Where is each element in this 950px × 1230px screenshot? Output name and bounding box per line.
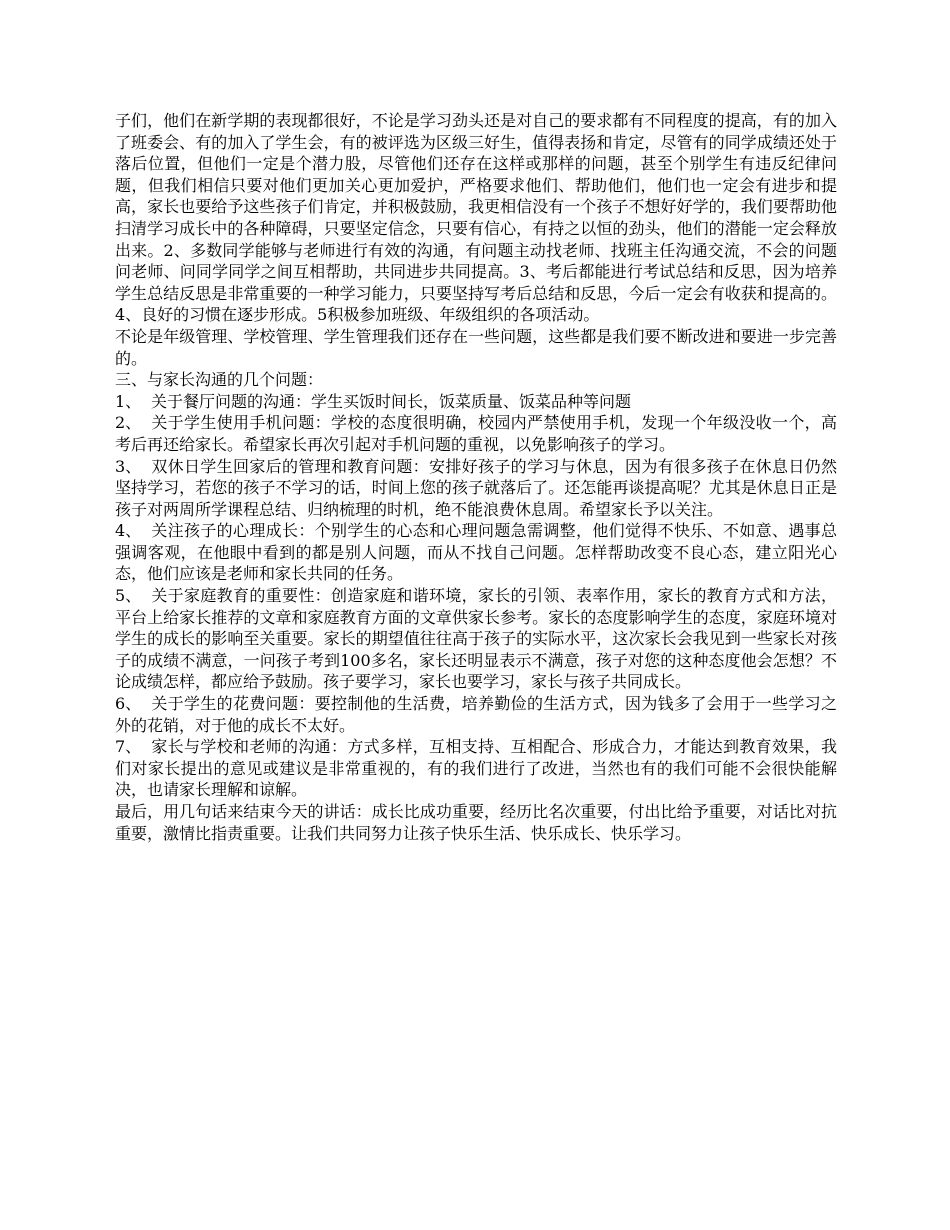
closing-paragraph: 最后，用几句话来结束今天的讲话：成长比成功重要，经历比名次重要，付出比给予重要，对话比对抗重要，激情比指责重要。让我们共同努力让孩子快乐生活、快乐成长、快乐学习。 <box>115 802 837 843</box>
list-item-number: 3、 <box>115 456 142 476</box>
list-item-number: 1、 <box>115 391 142 411</box>
list-item-text: 关注孩子的心理成长：个别学生的心态和心理问题急需调整，他们觉得不快乐、不如意、遇事总强调客观，在他眼中看到的都是别人问题，而从不找自己问题。怎样帮助改变不良心态，建立阳光心态，他们应该是老师和家长共同的任务。 <box>115 521 837 584</box>
list-item <box>115 693 837 736</box>
list-item <box>115 520 837 585</box>
list-item-number: 6、 <box>115 694 142 714</box>
list-item-text: 关于餐厅问题的沟通：学生买饭时间长，饭菜质量、饭菜品种等问题 <box>151 391 632 411</box>
list-item <box>115 736 837 801</box>
list-item <box>115 585 837 693</box>
list-item <box>115 456 837 521</box>
paragraph-2: 不论是年级管理、学校管理、学生管理我们还存在一些问题，这些都是我们要不断改进和要进一步完善的。 <box>115 326 837 368</box>
list-item-text: 家长与学校和老师的沟通：方式多样，互相支持、互相配合、形成合力，才能达到教育效果，我们对家长提出的意见或建议是非常重视的，有的我们进行了改进，当然也有的我们可能不会很快能解决，也请家长理解和谅解。 <box>115 737 837 800</box>
paragraph-1: 子们，他们在新学期的表现都很好，不论是学习劲头还是对自己的要求都有不同程度的提高，有的加入了班委会、有的加入了学生会，有的被评选为区级三好生，值得表扬和肯定，尽管有的同学成绩还处于落后位置，但他们一定是个潜力股，尽管他们还存在这样或那样的问题，甚至个别学生有违反纪律问题，但我们相信只要对他们更加关心更加爱护，严格要求他们、帮助他们，他们也一定会有进步和提高，家长也要给予这些孩子们肯定，并积极鼓励，我更相信没有一个孩子不想好好学的，我们要帮助他扫清学习成长中的各种障碍，只要坚定信念，只要有信心，有持之以恒的劲头，他们的潜能一定会释放出来。2、多数同学能够与老师进行有效的沟通，有问题主动找老师、找班主任沟通交流，不会的问题问老师、问同学同学之间互相帮助，共同进步共同提高。3、考后都能进行考试总结和反思，因为培养学生总结反思是非常重要的一种学习能力，只要坚持写考后总结和反思，今后一定会有收获和提高的。4、良好的习惯在逐步形成。5积极参加班级、年级组织的各项活动。 <box>115 111 837 325</box>
list-item-text: 关于学生的花费问题：要控制他的生活费，培养勤俭的生活方式，因为钱多了会用于一些学习之外的花销，对于他的成长不太好。 <box>115 694 837 735</box>
list-item-number: 2、 <box>115 413 142 433</box>
list-item-number: 4、 <box>115 521 142 541</box>
list-item-number: 7、 <box>115 737 142 757</box>
document-body <box>115 110 837 844</box>
list-item <box>115 391 837 413</box>
list-item-text: 双休日学生回家后的管理和教育问题：安排好孩子的学习与休息，因为有很多孩子在休息日仍然坚持学习，若您的孩子不学习的话，时间上您的孩子就落后了。还怎能再谈提高呢？尤其是休息日正是孩子对两周所学课程总结、归纳梳理的时机，绝不能浪费休息周。希望家长予以关注。 <box>115 456 837 519</box>
list-item-text: 关于家庭教育的重要性：创造家庭和谐环境，家长的引领、表率作用，家长的教育方式和方法，平台上给家长推荐的文章和家庭教育方面的文章供家长参考。家长的态度影响学生的态度，家庭环境对学生的成长的影响至关重要。家长的期望值往往高于孩子的实际水平，这次家长会我见到一些家长对孩子的成绩不满意，一问孩子考到100多名，家长还明显表示不满意，孩子对您的这种态度他会怎想？不论成绩怎样，都应给予鼓励。孩子要学习，家长也要学习，家长与孩子共同成长。 <box>115 586 837 692</box>
list-item-number: 5、 <box>115 586 142 606</box>
section-heading: 三、与家长沟通的几个问题： <box>115 370 324 390</box>
list-item <box>115 412 837 455</box>
list-item-text: 关于学生使用手机问题：学校的态度很明确，校园内严禁使用手机，发现一个年级没收一个，高考后再还给家长。希望家长再次引起对手机问题的重视，以免影响孩子的学习。 <box>115 413 837 454</box>
